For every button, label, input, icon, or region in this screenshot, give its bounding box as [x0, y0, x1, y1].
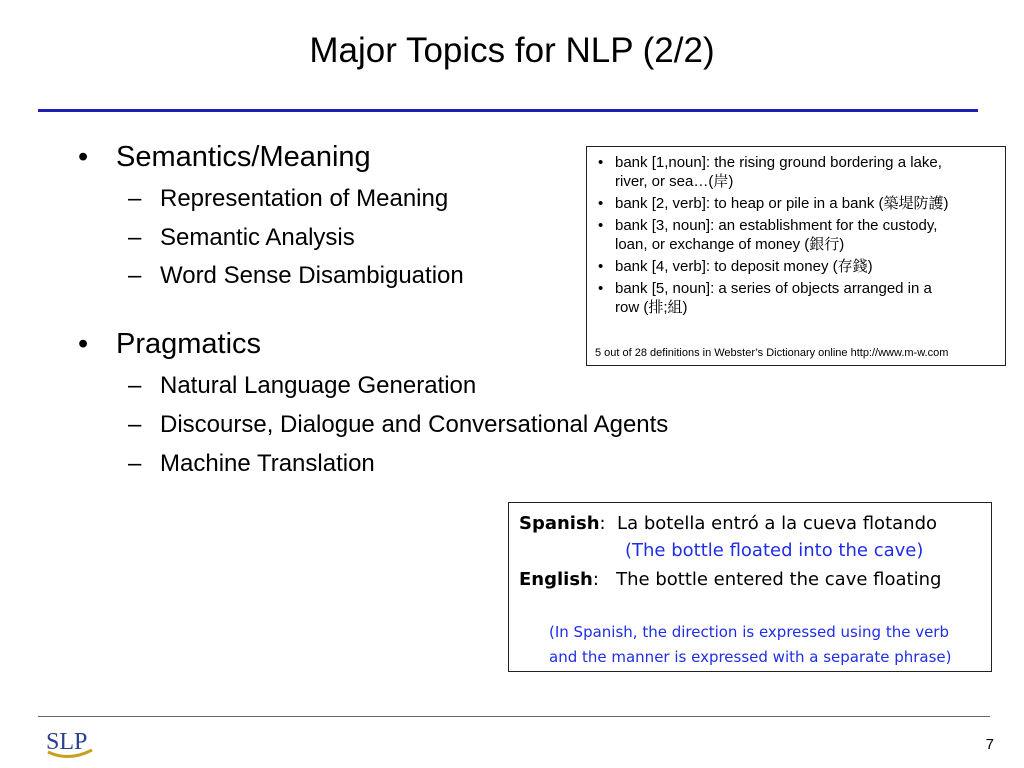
label-colon: : — [592, 569, 599, 590]
definition-item — [595, 216, 997, 254]
spanish-sentence: La botella entró a la cueva flotando — [617, 513, 938, 534]
definition-line: bank [5, noun]: a series of objects arranged in a — [615, 280, 932, 297]
english-sentence: The bottle entered the cave floating — [616, 569, 942, 590]
subbullet-text: Word Sense Disambiguation — [160, 262, 464, 290]
definition-item — [595, 257, 997, 276]
logo-letters: SLP — [46, 729, 88, 755]
bullet-mark: • — [598, 154, 604, 171]
subbullet-item — [78, 411, 798, 440]
explanation-line: and the manner is expressed with a separate phrase) — [549, 648, 952, 666]
dash-mark: – — [128, 449, 142, 477]
definition-item — [595, 153, 997, 191]
slide-title: Major Topics for NLP (2/2) — [309, 31, 715, 70]
explanation-line: (In Spanish, the direction is expressed using the verb — [549, 623, 949, 641]
bullet-mark: • — [78, 328, 89, 361]
translation-example-box — [508, 502, 992, 672]
definitions-footnote: 5 out of 28 definitions in Webster’s Dictionary online http://www.m-w.com — [595, 347, 949, 359]
definition-item — [595, 194, 997, 213]
spanish-label: Spanish — [519, 513, 600, 534]
bullet-mark: • — [598, 280, 604, 297]
label-colon: : — [599, 513, 606, 534]
definition-line: bank [2, verb]: to heap or pile in a bank (築堤防護) — [615, 195, 949, 212]
bank-definitions-box — [586, 146, 1006, 366]
subbullet-item — [78, 450, 798, 479]
definition-line: loan, or exchange of money (銀行) — [615, 236, 845, 253]
definition-line: river, or sea…(岸) — [615, 173, 734, 190]
dash-mark: – — [128, 223, 142, 251]
bullet-mark: • — [78, 141, 89, 173]
bullet-text: Semantics/Meaning — [116, 141, 371, 173]
subbullet-text: Representation of Meaning — [160, 184, 449, 212]
definition-list — [595, 153, 997, 317]
definition-line: bank [1,noun]: the rising ground bordering a lake, — [615, 154, 942, 171]
dash-mark: – — [128, 262, 142, 290]
dash-mark: – — [128, 410, 142, 438]
subbullet-text: Natural Language Generation — [160, 371, 477, 399]
subbullet-text: Semantic Analysis — [160, 223, 355, 251]
english-row — [519, 569, 941, 591]
english-label: English — [519, 569, 593, 590]
dash-mark: – — [128, 371, 142, 399]
spanish-gloss: (The bottle floated into the cave) — [625, 540, 924, 561]
bullet-mark: • — [598, 217, 604, 234]
footer-divider — [38, 716, 990, 717]
dash-mark: – — [128, 184, 142, 212]
title-divider — [38, 109, 978, 112]
bullet-mark: • — [598, 258, 604, 275]
spanish-row — [519, 513, 937, 535]
page-number: 7 — [985, 736, 994, 753]
definition-line: row (排;組) — [615, 299, 688, 316]
definition-item — [595, 279, 997, 317]
subbullet-text: Discourse, Dialogue and Conversational Agents — [160, 410, 669, 438]
subbullet-text: Machine Translation — [160, 449, 375, 477]
bullet-text: Pragmatics — [116, 328, 262, 361]
bullet-mark: • — [598, 195, 604, 212]
definition-line: bank [3, noun]: an establishment for the custody, — [615, 217, 938, 234]
subbullet-item — [78, 372, 798, 401]
slp-logo — [44, 722, 94, 762]
definition-line: bank [4, verb]: to deposit money (存錢) — [615, 258, 873, 275]
